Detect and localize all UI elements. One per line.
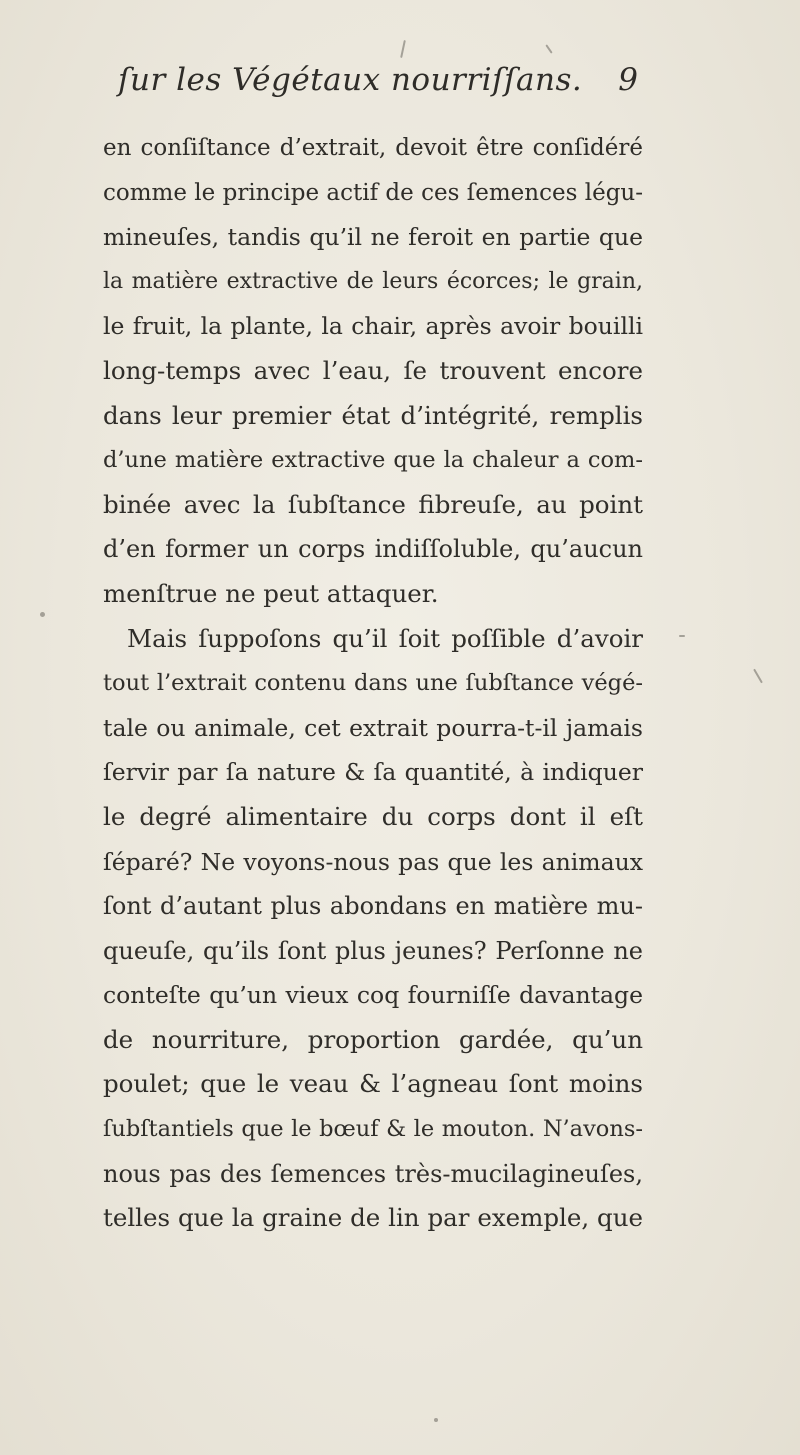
text-line: telles que la graine de lin par exemple, que xyxy=(103,1203,643,1233)
paragraph-start-line: Mais ſuppoſons qu’il ſoit poſſible d’avoir xyxy=(127,623,643,653)
text-line: d’une matière extractive que la chaleur a com- xyxy=(103,447,643,474)
page-number: 9 xyxy=(618,62,638,98)
text-line: d’en former un corps indiſſoluble, qu’aucun xyxy=(103,535,643,564)
paper-speck xyxy=(400,40,406,58)
text-line: en conſiſtance d’extrait, devoit être conſidéré xyxy=(103,135,643,161)
text-line: tout l’extrait contenu dans une ſubſtance végé- xyxy=(103,670,643,697)
running-head-title: ſur les Végétaux nourriſſans. xyxy=(118,62,583,98)
text-line: ſervir par ſa nature & ſa quantité, à indiquer xyxy=(103,758,643,787)
text-line: le degré alimentaire du corps dont il eſt xyxy=(103,801,643,831)
paper-speck xyxy=(40,612,45,617)
text-line: binée avec la ſubſtance fibreuſe, au point xyxy=(103,489,643,519)
text-line: de nourriture, proportion gardée, qu’un xyxy=(103,1024,643,1054)
text-line: mineuſes, tandis qu’il ne feroit en partie que xyxy=(103,223,643,252)
text-line: le fruit, la plante, la chair, après avoir bouilli xyxy=(103,312,643,341)
paper-speck xyxy=(434,1418,438,1422)
text-line: poulet; que le veau & l’agneau ſont moins xyxy=(103,1069,643,1099)
body-text xyxy=(103,126,643,1241)
running-head xyxy=(118,62,638,112)
paper-speck xyxy=(753,669,763,684)
paper-speck xyxy=(545,44,552,53)
text-line: nous pas des ſemences très-mucilagineuſes, xyxy=(103,1159,643,1188)
text-line: ſéparé? Ne voyons-nous pas que les animaux xyxy=(103,847,643,876)
text-line: la matière extractive de leurs écorces; le grain, xyxy=(103,268,643,294)
paragraph-end-line: menſtrue ne peut attaquer. xyxy=(103,578,439,608)
text-line: ſubſtantiels que le bœuf & le mouton. N’avons- xyxy=(103,1116,643,1143)
paper-speck xyxy=(679,635,685,637)
text-line: queuſe, qu’ils ſont plus jeunes? Perſonne ne xyxy=(103,936,643,965)
text-line: ſont d’autant plus abondans en matière mu- xyxy=(103,892,643,921)
text-line: dans leur premier état d’intégrité, remplis xyxy=(103,400,643,430)
text-line: conteſte qu’un vieux coq fourniſſe davantage xyxy=(103,981,643,1010)
text-line: long-temps avec l’eau, ſe trouvent encore xyxy=(103,355,643,385)
text-line: comme le principe actif de ces ſemences légu- xyxy=(103,179,643,206)
text-line: tale ou animale, cet extrait pourra-t-il jamais xyxy=(103,713,643,742)
